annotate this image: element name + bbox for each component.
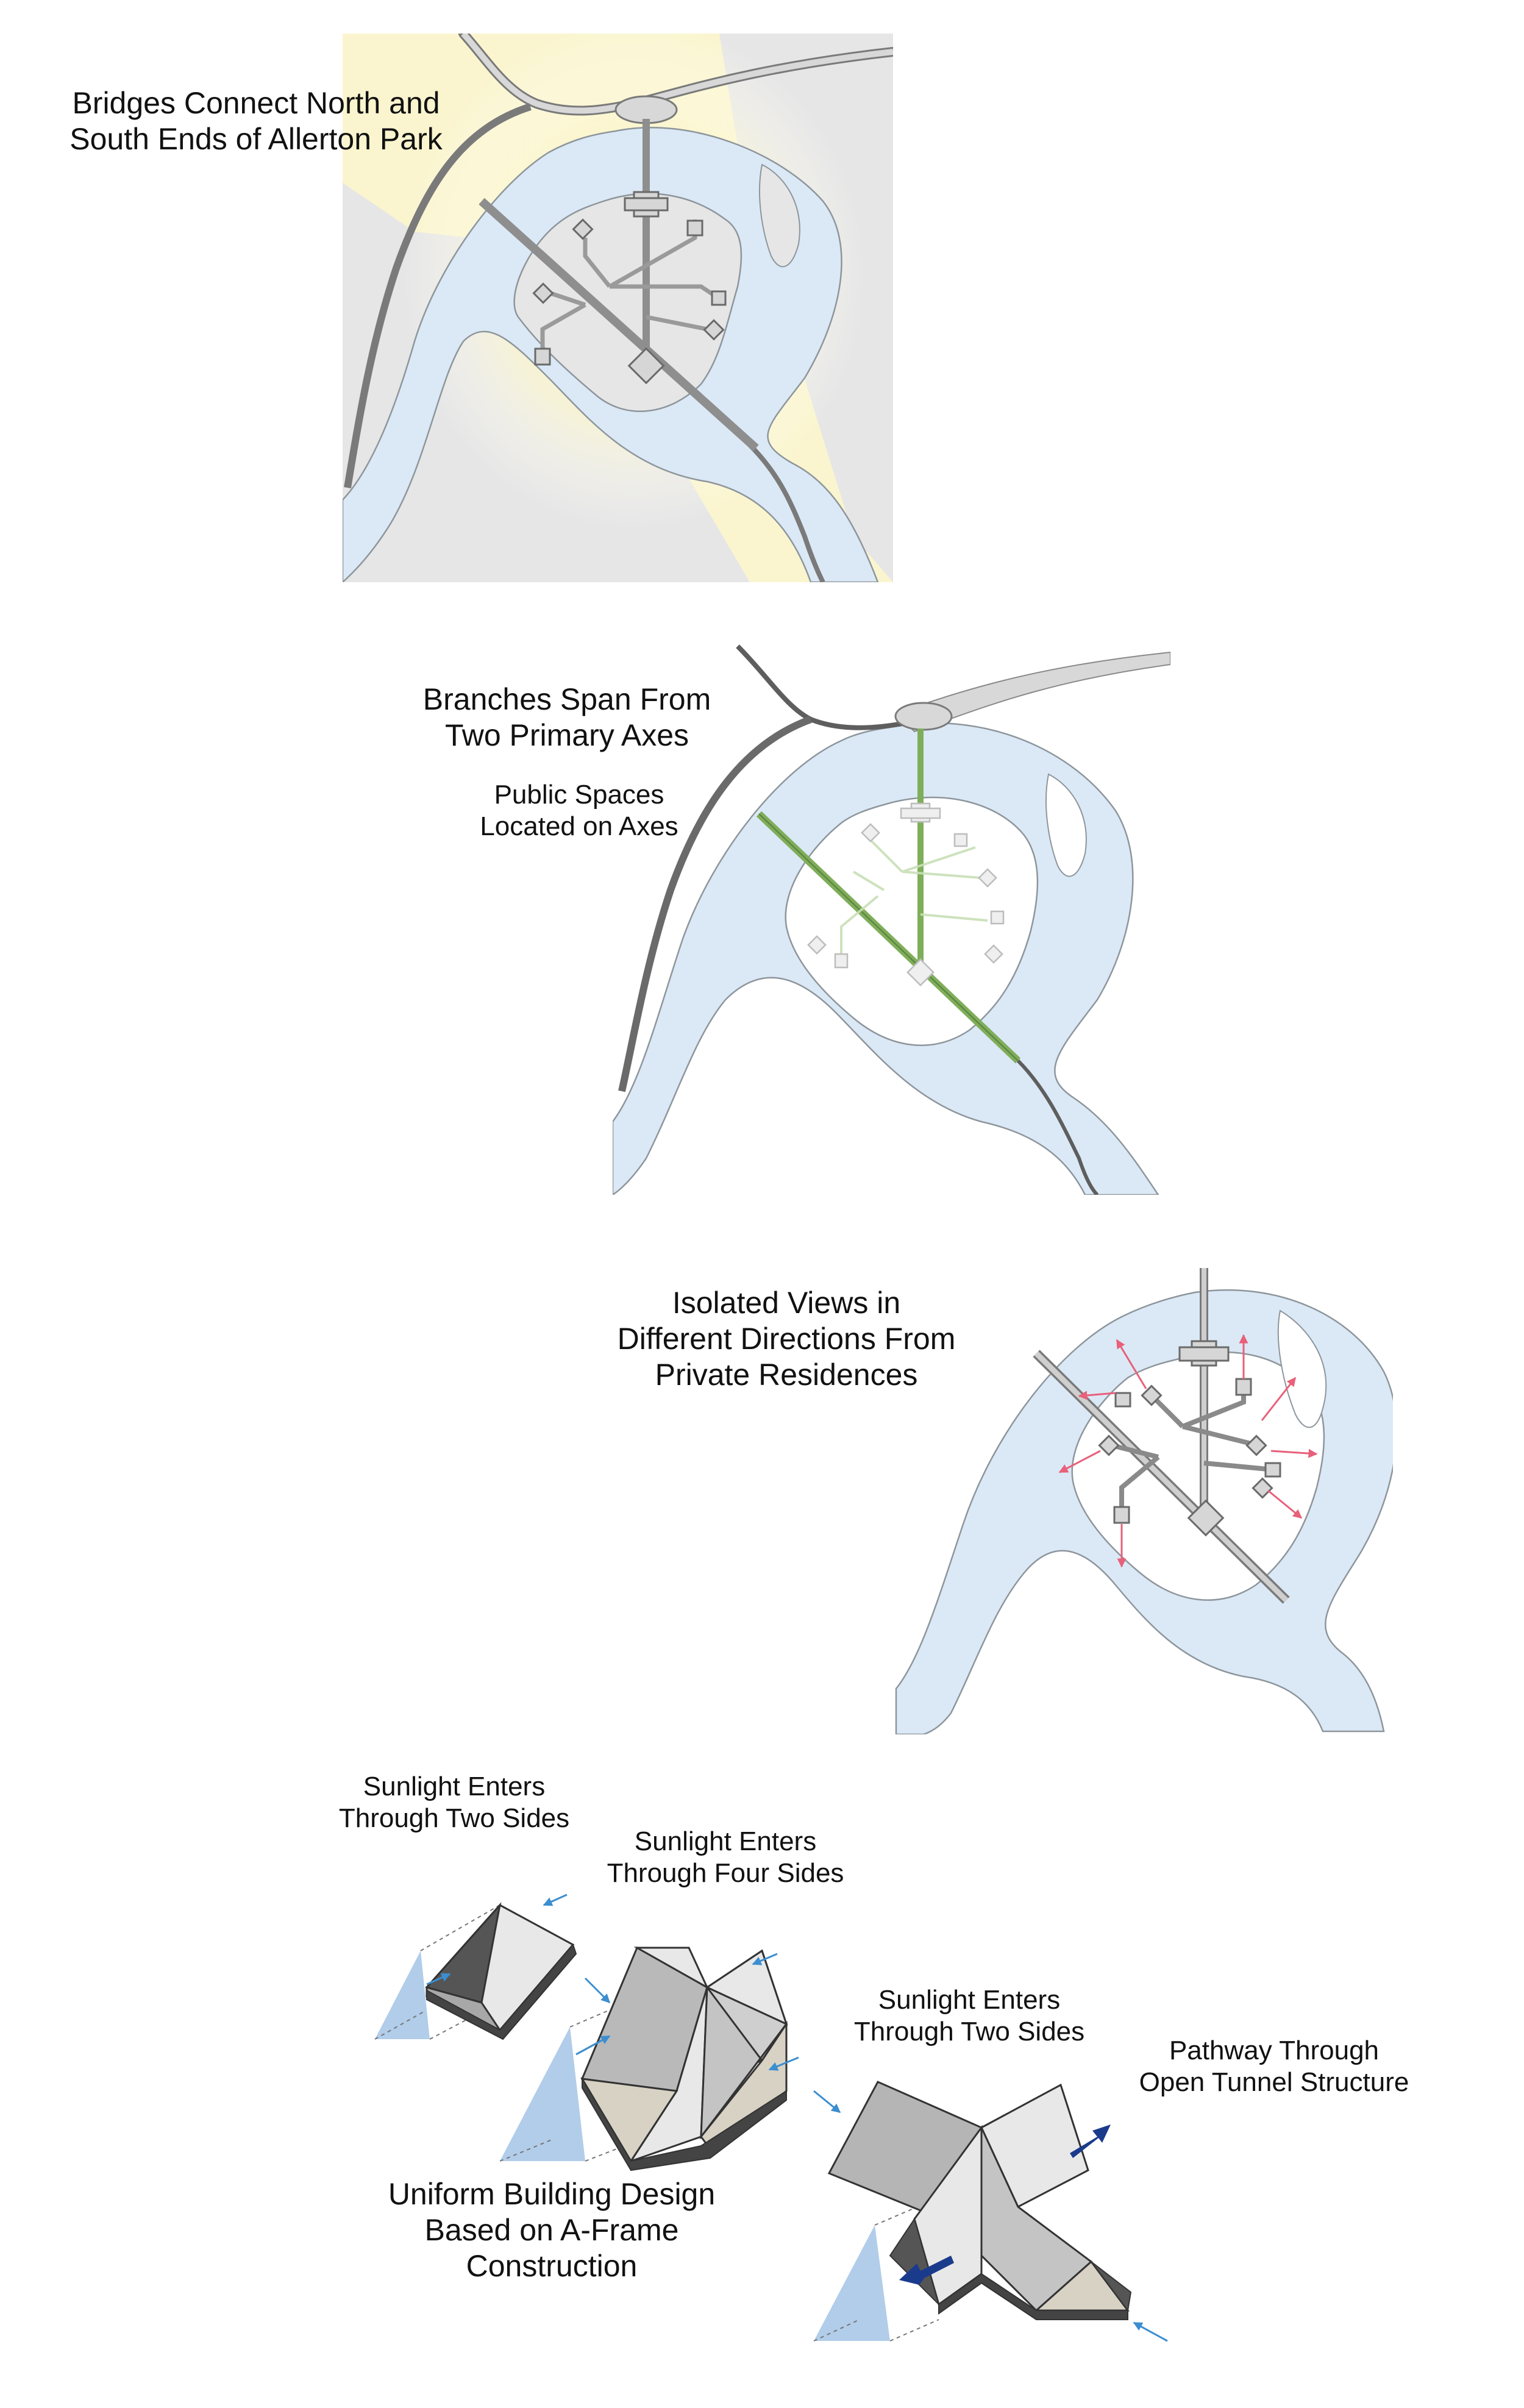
panel-branches-title: Branches Span From Two Primary Axes — [422, 682, 711, 752]
aframe-caption: Uniform Building Design Based on A-Frame Construction — [388, 2177, 716, 2283]
tunnel-aframe-label: Sunlight Enters Through Two Sides — [853, 1985, 1085, 2046]
panel-views-title: Isolated Views in Different Directions From Private Residences — [617, 1286, 956, 1392]
cross-aframe-section — [500, 2027, 585, 2161]
tunnel-aframe-diagram — [814, 2082, 1167, 2341]
tunnel-aframe-section — [814, 2225, 890, 2341]
panel-branches-subtitle: Public Spaces Located on Axes — [480, 780, 678, 841]
small-aframe-section — [375, 1951, 430, 2039]
public-building-cross — [625, 198, 668, 210]
cross-aframe-label: Sunlight Enters Through Four Sides — [607, 1826, 844, 1888]
panel-bridges-title: Bridges Connect North and South Ends of Allerton Park — [69, 86, 443, 156]
small-aframe-label: Sunlight Enters Through Two Sides — [338, 1772, 570, 1833]
road-junction-2 — [896, 703, 952, 730]
small-aframe-diagram — [375, 1895, 576, 2039]
pathway-label: Pathway Through Open Tunnel Structure — [1139, 2036, 1409, 2097]
